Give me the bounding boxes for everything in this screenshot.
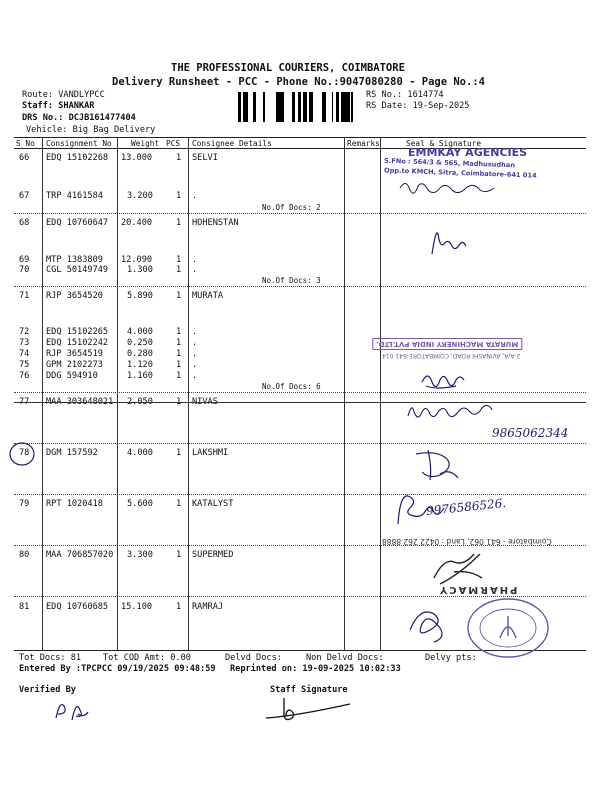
row-pcs: 1 bbox=[176, 291, 182, 301]
row-weight: 1.120 bbox=[127, 360, 153, 370]
row-consignee: . bbox=[192, 349, 198, 359]
row-consignment: EDQ 10760685 bbox=[46, 602, 109, 612]
row-weight: 3.300 bbox=[127, 550, 153, 560]
table-row bbox=[0, 448, 600, 458]
row-sno: 67 bbox=[19, 191, 30, 201]
emmkay-stamp-name: EMMKAY AGENCIES bbox=[408, 146, 528, 159]
entered-by: Entered By :TPCPCC 09/19/2025 09:48:59 bbox=[19, 664, 216, 674]
row-sno: 72 bbox=[19, 327, 30, 337]
total-cod-amount: Tot COD Amt: 0.00 bbox=[103, 653, 191, 663]
row-consignee: . bbox=[192, 371, 198, 381]
row-pcs: 1 bbox=[176, 255, 182, 265]
row-weight: 4.000 bbox=[127, 327, 153, 337]
row-consignment: RJP 3654519 bbox=[46, 349, 103, 359]
reprinted-on: Reprinted on: 19-09-2025 10:02:33 bbox=[230, 664, 401, 674]
table-row bbox=[0, 255, 600, 265]
col-pcs: PCS bbox=[166, 139, 181, 148]
row-pcs: 1 bbox=[176, 448, 182, 458]
docs-count-note: No.Of Docs: 3 bbox=[262, 276, 321, 285]
row-sno: 78 bbox=[19, 448, 30, 458]
row-consignee: . bbox=[192, 360, 198, 370]
row-pcs: 1 bbox=[176, 360, 182, 370]
row-consignment: MAA 706857020 bbox=[46, 550, 114, 560]
table-row bbox=[0, 360, 600, 370]
row-consignee: LAKSHMI bbox=[192, 448, 229, 458]
murata-stamp-line2: 2-A/A, AVINASHI ROAD, COIMBATORE-641 014 bbox=[382, 352, 521, 359]
non-delivered-docs: Non Delvd Docs: bbox=[306, 653, 384, 663]
staff-label: Staff: SHANKAR bbox=[22, 101, 95, 111]
col-seal-signature: Seal & Signature bbox=[406, 139, 482, 148]
table-row bbox=[0, 499, 600, 509]
row-pcs: 1 bbox=[176, 153, 182, 163]
company-title: THE PROFESSIONAL COURIERS, COIMBATORE bbox=[171, 62, 405, 74]
docs-count-note: No.Of Docs: 6 bbox=[262, 382, 321, 391]
row-consignee: . bbox=[192, 255, 198, 265]
row-sno: 73 bbox=[19, 338, 30, 348]
row-pcs: 1 bbox=[176, 550, 182, 560]
signature-row-66 bbox=[398, 178, 518, 198]
row-weight: 5.600 bbox=[127, 499, 153, 509]
row-weight: 20.400 bbox=[121, 218, 153, 228]
route-label: Route: VANDLYPCC bbox=[22, 90, 105, 100]
row-weight: 3.200 bbox=[127, 191, 153, 201]
row-sno: 69 bbox=[19, 255, 30, 265]
row-sno: 68 bbox=[19, 218, 30, 228]
row-sno: 70 bbox=[19, 265, 30, 275]
row-consignee: . bbox=[192, 265, 198, 275]
row-consignment: MTP 1383809 bbox=[46, 255, 103, 265]
row-weight: 5.890 bbox=[127, 291, 153, 301]
handwritten-phone-2: 9976586526. bbox=[425, 495, 507, 519]
row-pcs: 1 bbox=[176, 265, 182, 275]
row-consignee: MURATA bbox=[192, 291, 224, 301]
row-sno: 77 bbox=[19, 397, 30, 407]
row-pcs: 1 bbox=[176, 218, 182, 228]
row-sno: 66 bbox=[19, 153, 30, 163]
row-consignment: EDQ 15102265 bbox=[46, 327, 109, 337]
row-sno: 80 bbox=[19, 550, 30, 560]
row-pcs: 1 bbox=[176, 191, 182, 201]
row-weight: 13.000 bbox=[121, 153, 153, 163]
pharmacy-stamp: PHARMACY bbox=[438, 584, 518, 595]
delivered-docs: Delvd Docs: bbox=[225, 653, 282, 663]
drs-label: DRS No.: DCJB161477404 bbox=[22, 113, 136, 123]
row-weight: 12.090 bbox=[121, 255, 153, 265]
row-consignee: . bbox=[192, 191, 198, 201]
signature-row-78 bbox=[410, 444, 470, 484]
row-pcs: 1 bbox=[176, 338, 182, 348]
row-consignee: . bbox=[192, 327, 198, 337]
hand-circle-mark bbox=[8, 440, 38, 470]
row-consignee: KATALYST bbox=[192, 499, 234, 509]
table-row bbox=[0, 550, 600, 560]
row-consignment: CGL 50149749 bbox=[46, 265, 109, 275]
row-sno: 76 bbox=[19, 371, 30, 381]
row-pcs: 1 bbox=[176, 602, 182, 612]
row-sno: 74 bbox=[19, 349, 30, 359]
signature-row-68 bbox=[428, 230, 468, 260]
row-weight: 2.050 bbox=[127, 397, 153, 407]
runsheet-subtitle: Delivery Runsheet - PCC - Phone No.:9047080280 - Page No.:4 bbox=[112, 76, 485, 88]
staff-signature bbox=[264, 694, 354, 724]
col-consignment: Consignment No bbox=[46, 139, 112, 148]
row-consignment: EDQ 10760647 bbox=[46, 218, 109, 228]
row-sno: 75 bbox=[19, 360, 30, 370]
rs-date: RS Date: 19-Sep-2025 bbox=[366, 101, 470, 111]
verifier-signature bbox=[52, 696, 112, 726]
row-consignment: MAA 303648021 bbox=[46, 397, 114, 407]
row-consignment: DDG 594910 bbox=[46, 371, 98, 381]
signature-row-77 bbox=[404, 400, 534, 424]
row-consignee: SELVI bbox=[192, 153, 218, 163]
row-consignment: TRP 4161584 bbox=[46, 191, 103, 201]
table-row bbox=[0, 327, 600, 337]
row-pcs: 1 bbox=[176, 327, 182, 337]
rs-number: RS No.: 1614774 bbox=[366, 90, 444, 100]
row-sno: 81 bbox=[19, 602, 30, 612]
verified-by-label: Verified By bbox=[19, 685, 76, 695]
col-remarks: Remarks bbox=[347, 139, 380, 148]
row-consignee: RAMRAJ bbox=[192, 602, 224, 612]
row-consignment: EDQ 15102242 bbox=[46, 338, 109, 348]
vehicle-label: Vehicle: Big Bag Delivery bbox=[26, 125, 156, 135]
row-consignment: RJP 3654520 bbox=[46, 291, 103, 301]
signature-row-71 bbox=[420, 370, 470, 392]
row-weight: 0.280 bbox=[127, 349, 153, 359]
row-weight: 15.100 bbox=[121, 602, 153, 612]
murata-stamp-line1: MURATA MACHINERY INDIA PVT.LTD. bbox=[372, 338, 522, 350]
row-consignment: RPT 1020418 bbox=[46, 499, 103, 509]
row-pcs: 1 bbox=[176, 397, 182, 407]
row-sno: 71 bbox=[19, 291, 30, 301]
signature-row-80 bbox=[430, 548, 510, 588]
row-pcs: 1 bbox=[176, 349, 182, 359]
row-weight: 1.300 bbox=[127, 265, 153, 275]
row-consignee: HOHENSTAN bbox=[192, 218, 239, 228]
emmkay-stamp-line2: Opp.to KMCH, Sitra, Coimbatore-641 014 bbox=[383, 166, 537, 180]
barcode bbox=[236, 92, 362, 124]
col-sno: S No bbox=[16, 139, 35, 148]
col-weight: Weight bbox=[131, 139, 160, 148]
table-row bbox=[0, 218, 600, 228]
emmkay-stamp-line1: S.FNo : 564/3 & 565, Madhusudhan bbox=[383, 156, 516, 170]
row-consignee: NIVAS bbox=[192, 397, 218, 407]
katalyst-stamp-phone: Coimbatore - 641 062. Land : 0422 262 8888 bbox=[382, 537, 552, 546]
table-row bbox=[0, 371, 600, 381]
delivery-points: Delvy pts: bbox=[425, 653, 477, 663]
table-row bbox=[0, 265, 600, 275]
row-consignment: GPM 2102273 bbox=[46, 360, 103, 370]
docs-count-note: No.Of Docs: 2 bbox=[262, 203, 321, 212]
staff-signature-label: Staff Signature bbox=[270, 685, 348, 695]
row-pcs: 1 bbox=[176, 371, 182, 381]
row-consignee: SUPERMED bbox=[192, 550, 234, 560]
row-weight: 1.160 bbox=[127, 371, 153, 381]
handwritten-phone: 9865062344 bbox=[492, 426, 569, 440]
row-weight: 4.000 bbox=[127, 448, 153, 458]
row-weight: 0.250 bbox=[127, 338, 153, 348]
ramraj-seal-icon bbox=[466, 598, 552, 660]
total-docs: Tot Docs: 81 bbox=[19, 653, 82, 663]
row-pcs: 1 bbox=[176, 499, 182, 509]
row-consignee: . bbox=[192, 338, 198, 348]
row-consignment: EDQ 15102268 bbox=[46, 153, 109, 163]
signature-row-81 bbox=[404, 602, 452, 646]
row-consignment: DGM 157592 bbox=[46, 448, 98, 458]
table-row bbox=[0, 291, 600, 301]
col-consignee: Consignee Details bbox=[192, 139, 272, 148]
row-sno: 79 bbox=[19, 499, 30, 509]
